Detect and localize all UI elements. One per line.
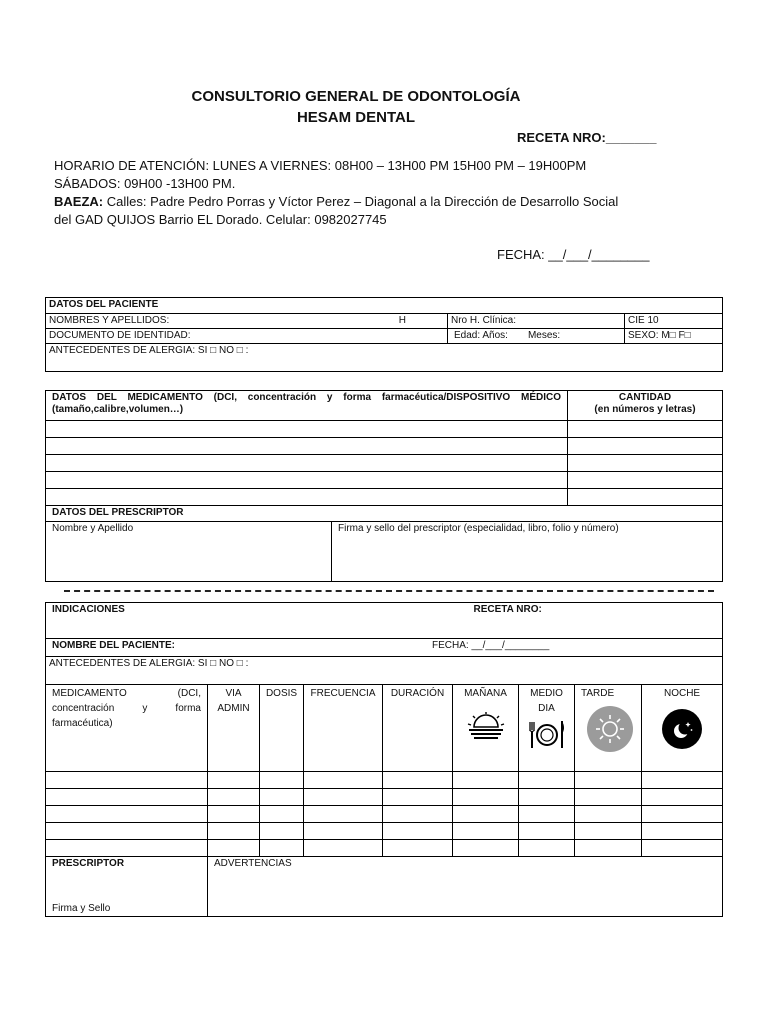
instructions-prescriber-label: PRESCRIPTOR <box>52 858 125 869</box>
instruction-row-cell[interactable] <box>642 840 723 857</box>
clinical-history-field[interactable]: Nro H. Clínica: <box>448 314 625 329</box>
warnings-field[interactable]: ADVERTENCIAS <box>208 857 723 917</box>
quantity-cell[interactable] <box>568 489 723 506</box>
address-text: Calles: Padre Pedro Porras y Víctor Perez – Diagonal a la Dirección de Desarrollo Social <box>103 194 619 209</box>
col-night-label: NOCHE <box>663 688 701 699</box>
instruction-row-cell[interactable] <box>453 789 519 806</box>
age-field[interactable] <box>448 329 625 344</box>
plate-cutlery-icon <box>522 716 571 752</box>
medication-header: DATOS DEL MEDICAMENTO (DCI, concentración y forma farmacéutica/DISPOSITIVO MÉDICO (tamaño,calibre,volumen…) <box>46 391 568 421</box>
col-midday-line2: DIA <box>538 703 555 714</box>
instruction-row-cell[interactable] <box>453 840 519 857</box>
header-date: FECHA: __/___/________ <box>497 247 650 262</box>
age-years-label: Edad: Años: <box>454 330 508 341</box>
col-night <box>642 685 723 772</box>
instruction-row-cell[interactable] <box>304 840 383 857</box>
sun-icon <box>581 707 638 751</box>
cut-line <box>64 590 714 592</box>
col-frequency: FRECUENCIA <box>304 685 383 772</box>
prescriber-signature-field[interactable]: Firma y sello del prescriptor (especialidad, libro, folio y número) <box>332 522 723 582</box>
schedule-saturday: SÁBADOS: 09H00 -13H00 PM. <box>54 176 236 191</box>
instructions-receta-number: RECETA NRO: <box>473 604 542 615</box>
instruction-row-cell[interactable] <box>260 840 304 857</box>
instruction-row-cell[interactable] <box>260 823 304 840</box>
medication-row[interactable] <box>46 438 568 455</box>
patient-name-label: NOMBRES Y APELLIDOS: <box>49 315 170 326</box>
instruction-row-cell[interactable] <box>519 772 575 789</box>
signature-label: Firma y Sello <box>52 903 111 914</box>
instruction-row-cell[interactable] <box>575 772 642 789</box>
instruction-row-cell[interactable] <box>383 789 453 806</box>
col-medication: MEDICAMENTO (DCI, concentración y forma farmacéutica) <box>46 685 208 772</box>
medication-row[interactable] <box>46 455 568 472</box>
col-afternoon-label: TARDE <box>581 688 615 699</box>
instruction-row-cell[interactable] <box>304 806 383 823</box>
baeza-label: BAEZA: <box>54 194 104 209</box>
instruction-row-cell[interactable] <box>575 806 642 823</box>
quantity-subtitle: (en números y letras) <box>594 404 696 415</box>
instruction-row-medication[interactable] <box>46 823 208 840</box>
instruction-row-cell[interactable] <box>519 789 575 806</box>
instruction-row-cell[interactable] <box>383 806 453 823</box>
instruction-row-cell[interactable] <box>304 789 383 806</box>
col-route-line2: ADMIN <box>217 703 250 714</box>
moon-icon <box>645 707 719 751</box>
col-midday <box>519 685 575 772</box>
instructions-title: INDICACIONES <box>52 604 125 615</box>
prescriber-table <box>45 505 723 582</box>
quantity-cell[interactable] <box>568 438 723 455</box>
instruction-row-cell[interactable] <box>575 823 642 840</box>
instructions-date: FECHA: __/___/________ <box>432 640 550 651</box>
quantity-cell[interactable] <box>568 421 723 438</box>
instruction-row-cell[interactable] <box>519 806 575 823</box>
instruction-row-cell[interactable] <box>304 772 383 789</box>
instruction-row-medication[interactable] <box>46 772 208 789</box>
instructions-prescriber-field[interactable] <box>46 857 208 917</box>
clinic-title: CONSULTORIO GENERAL DE ODONTOLOGÍA <box>191 88 521 105</box>
instruction-row-cell[interactable] <box>642 823 723 840</box>
sex-field[interactable]: SEXO: M□ F□ <box>625 329 723 344</box>
quantity-cell[interactable] <box>568 472 723 489</box>
instruction-row-cell[interactable] <box>383 823 453 840</box>
medication-row[interactable] <box>46 489 568 506</box>
col-duration: DURACIÓN <box>383 685 453 772</box>
instruction-row-cell[interactable] <box>208 772 260 789</box>
instruction-row-cell[interactable] <box>575 840 642 857</box>
quantity-cell[interactable] <box>568 455 723 472</box>
address-line-1 <box>54 193 664 211</box>
instruction-row-cell[interactable] <box>383 772 453 789</box>
instructions-patient-label: NOMBRE DEL PACIENTE: <box>52 640 175 651</box>
instruction-row-medication[interactable] <box>46 806 208 823</box>
instruction-row-cell[interactable] <box>383 840 453 857</box>
patient-name-field[interactable] <box>46 314 448 329</box>
prescriber-name-field[interactable]: Nombre y Apellido <box>46 522 332 582</box>
col-morning <box>453 685 519 772</box>
instruction-row-cell[interactable] <box>642 806 723 823</box>
medication-table <box>45 390 723 506</box>
col-route <box>208 685 260 772</box>
age-months-label: Meses: <box>527 330 561 341</box>
instruction-row-cell[interactable] <box>260 772 304 789</box>
medication-row[interactable] <box>46 421 568 438</box>
instruction-row-cell[interactable] <box>208 806 260 823</box>
allergy-field[interactable]: ANTECEDENTES DE ALERGIA: SI □ NO □ : <box>46 344 723 372</box>
quantity-header <box>568 391 723 421</box>
col-morning-label: MAÑANA <box>464 688 507 699</box>
instruction-row-cell[interactable] <box>519 823 575 840</box>
col-route-line1: VIA <box>225 688 242 699</box>
col-midday-line1: MEDIO <box>530 688 563 699</box>
address-line-2: del GAD QUIJOS Barrio EL Dorado. Celular: 0982027745 <box>54 212 387 227</box>
instruction-row-cell[interactable] <box>642 772 723 789</box>
receta-number: RECETA NRO:_______ <box>517 130 657 145</box>
sunrise-icon <box>456 705 515 749</box>
instruction-row-cell[interactable] <box>208 789 260 806</box>
instructions-table <box>45 602 723 917</box>
instruction-row-medication[interactable] <box>46 789 208 806</box>
col-dose: DOSIS <box>260 685 304 772</box>
h-label: H <box>398 315 406 326</box>
instruction-row-cell[interactable] <box>260 806 304 823</box>
patient-section-title: DATOS DEL PACIENTE <box>46 298 723 314</box>
instruction-row-cell[interactable] <box>453 806 519 823</box>
instruction-row-cell[interactable] <box>208 823 260 840</box>
instruction-row-cell[interactable] <box>519 840 575 857</box>
schedule-info <box>54 157 664 229</box>
instruction-row-medication[interactable] <box>46 840 208 857</box>
cie10-field[interactable]: CIE 10 <box>625 314 723 329</box>
instructions-allergy-field[interactable]: ANTECEDENTES DE ALERGIA: SI □ NO □ : <box>46 657 723 685</box>
instruction-row-cell[interactable] <box>453 772 519 789</box>
instruction-row-cell[interactable] <box>642 789 723 806</box>
patient-table <box>45 297 723 372</box>
schedule-weekdays: HORARIO DE ATENCIÓN: LUNES A VIERNES: 08H00 – 13H00 PM 15H00 PM – 19H00PM <box>54 158 587 173</box>
instruction-row-cell[interactable] <box>304 823 383 840</box>
prescriber-section-title: DATOS DEL PRESCRIPTOR <box>46 506 723 522</box>
instructions-header <box>46 603 723 639</box>
instruction-row-cell[interactable] <box>208 840 260 857</box>
instruction-row-cell[interactable] <box>260 789 304 806</box>
instruction-row-cell[interactable] <box>453 823 519 840</box>
clinic-subtitle: HESAM DENTAL <box>296 109 416 126</box>
col-afternoon <box>575 685 642 772</box>
quantity-title: CANTIDAD <box>618 392 672 403</box>
instructions-patient-row[interactable] <box>46 639 723 657</box>
id-document-field[interactable]: DOCUMENTO DE IDENTIDAD: <box>46 329 448 344</box>
medication-row[interactable] <box>46 472 568 489</box>
instruction-row-cell[interactable] <box>575 789 642 806</box>
